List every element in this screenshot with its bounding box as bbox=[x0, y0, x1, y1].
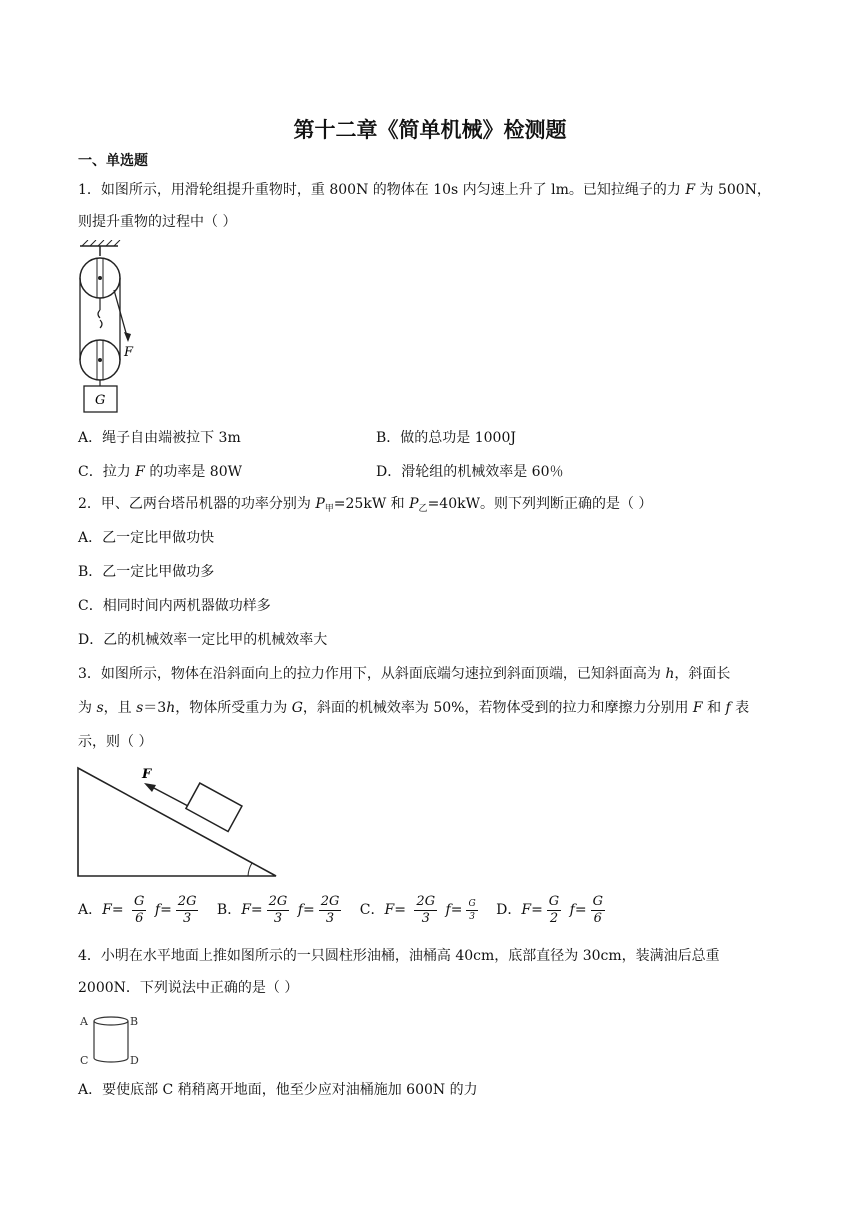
oil-drum-figure bbox=[78, 1010, 144, 1068]
q1-stem-line1 bbox=[78, 180, 771, 200]
q4-stem-line1: 4．小明在水平地面上推如图所示的一只圆柱形油桶，油桶高 40cm，底部直径为 30cm，装满油后总重 bbox=[78, 948, 720, 964]
q1-option-a: A．绳子自由端被拉下 3m bbox=[78, 430, 241, 446]
q3-option-c: C．F= $\frac{2G}{3}$ f= $\frac{G}{3}$ bbox=[359, 893, 476, 926]
q2-option-d: D．乙的机械效率一定比甲的机械效率大 bbox=[78, 632, 328, 648]
q4-stem-line2: 2000N．下列说法中正确的是（ ） bbox=[78, 980, 299, 996]
drum-label-d: D bbox=[130, 1054, 139, 1067]
q1-option-b: B．做的总功是 1000J bbox=[376, 430, 516, 446]
drum-label-a: A bbox=[80, 1015, 88, 1028]
q1-text-b: 为 500N， bbox=[695, 182, 771, 198]
q3-option-b: B．F= $\frac{2G}{3}$ f= $\frac{2G}{3}$ bbox=[216, 893, 340, 926]
q1-text-a: 1．如图所示，用滑轮组提升重物时，重 800N 的物体在 10s 内匀速上升了 lm。已知拉绳子的力 bbox=[78, 182, 686, 198]
page-title: 第十二章《简单机械》检测题 bbox=[293, 118, 567, 142]
q3-option-d: D．F= $\frac{G}{2}$ f= $\frac{G}{6}$ bbox=[496, 893, 603, 926]
section-heading: 一、单选题 bbox=[78, 153, 148, 169]
q3-stem-line3: 示，则（ ） bbox=[78, 734, 153, 750]
q2-option-a: A．乙一定比甲做功快 bbox=[78, 530, 215, 546]
q2-option-b: B．乙一定比甲做功多 bbox=[78, 564, 215, 580]
q3-stem-line2: 为 s，且 s＝3h，物体所受重力为 G，斜面的机械效率为 50%，若物体受到的拉力和摩擦力分别用 F 和 f 表 bbox=[78, 700, 750, 716]
pulley-force-label: F bbox=[124, 345, 134, 360]
drum-label-b: B bbox=[130, 1015, 139, 1028]
q3-stem-line1: 3．如图所示，物体在沿斜面向上的拉力作用下，从斜面底端匀速拉到斜面顶端，已知斜面高为 h，斜面长 bbox=[78, 666, 731, 682]
q1-var-F: F bbox=[685, 182, 696, 198]
pulley-weight-label: G bbox=[95, 393, 106, 408]
q1-option-d: D．滑轮组的机械效率是 60％ bbox=[376, 464, 564, 480]
drum-label-c: C bbox=[80, 1054, 89, 1067]
q3-options bbox=[78, 892, 609, 928]
q1-stem-line2: 则提升重物的过程中（ ） bbox=[78, 214, 237, 230]
q4-option-a: A．要使底部 C 稍稍离开地面，他至少应对油桶施加 600N 的力 bbox=[78, 1082, 478, 1098]
q2-option-c: C．相同时间内两机器做功样多 bbox=[78, 598, 271, 614]
q1-option-c: C．拉力 F 的功率是 80W bbox=[78, 464, 242, 480]
incline-figure bbox=[76, 764, 282, 880]
q2-stem: 2．甲、乙两台塔吊机器的功率分别为 $P_甲=25kW$ 和 $P_乙=40kW$。则下列判断正确的是（ ） bbox=[78, 496, 653, 514]
q3-option-a: A．F= $\frac{G}{6}$ f= $\frac{2G}{3}$ bbox=[78, 893, 197, 926]
incline-force-label: F bbox=[142, 767, 152, 782]
pulley-figure bbox=[78, 240, 158, 415]
